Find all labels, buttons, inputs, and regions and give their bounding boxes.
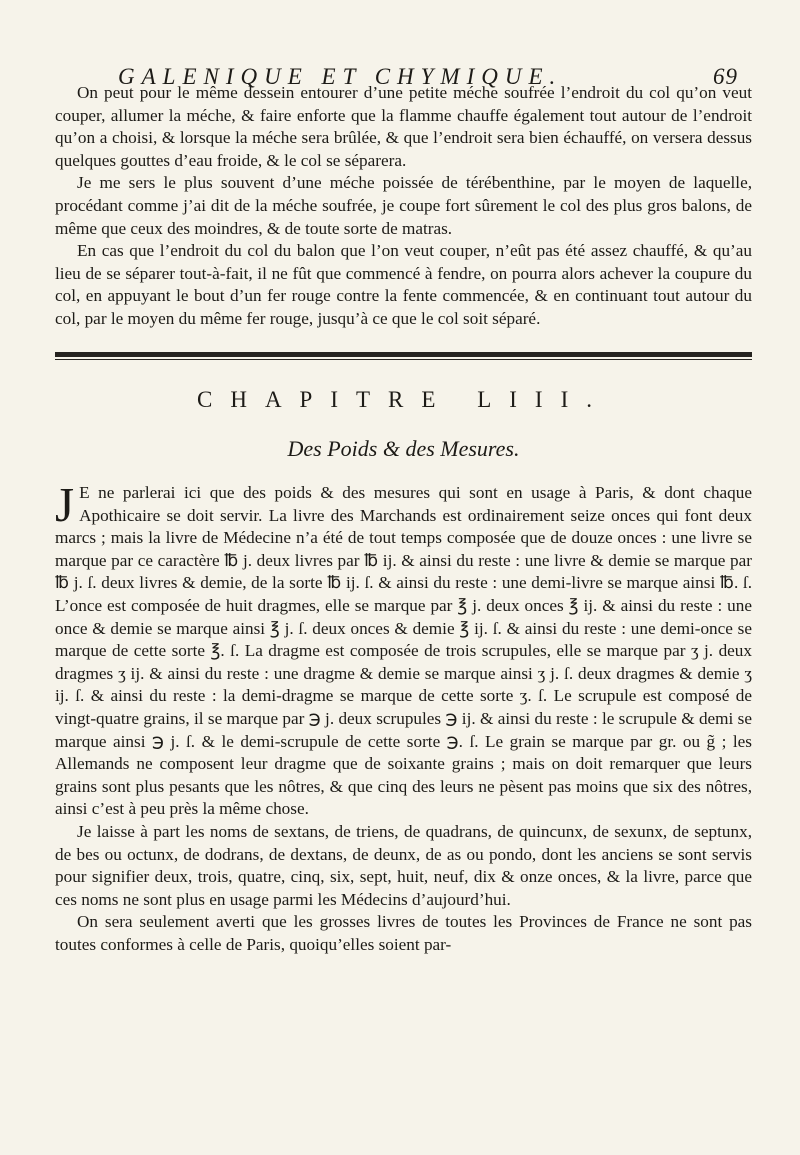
paragraph-weights-intro [55,477,752,821]
chapter-subtitle: Des Poids & des Mesures. [287,436,520,461]
top-text-block [55,82,752,331]
paragraph-wick-turpentine: Je me sers le plus souvent d’une méche poissée de térébenthine, par le moyen de laquelle, procédant comme j’ai dit de la méche soufrée, je coupe fort sûrement le col des plus gros balons, de même que ceux des moindres, & de toute sorte de matras. [55,173,752,238]
running-title: GALENIQUE ET CHYMIQUE. [118,64,563,89]
paragraph-provincial-pounds: On sera seulement averti que les grosses livres de toutes les Provinces de France ne sont pas toutes conformes à celle de Paris, quoiqu’elles soient par- [55,912,752,954]
paragraph-weights-text: E ne parlerai ici que des poids & des mesures qui sont en usage à Paris, & dont chaque Apothicaire se doit servir. La livre des Marchands est ordinairement seize onces qui font deux marcs ; mais la livre de Médecine n’a été de tout temps composée que de douze onces : une livre se marque par ce caractère ℔ j. deux livres par ℔ ij. & ainsi du reste : une livre & demie se marque par ℔ j. ſ. deux livres & demie, de la sorte ℔ ij. ſ. & ainsi du reste : une demi-livre se marque ainsi ℔. ſ. L’once est composée de huit dragmes, elle se marque par ℥ j. deux onces ℥ ij. & ainsi du reste : une once & demie se marque ainsi ℥ j. ſ. deux onces & demie ℥ ij. ſ. & ainsi du reste : une demi-once se marque de cette sorte ℥. ſ. La dragme est composée de trois scrupules, elle se marque par ʒ j. deux dragmes ʒ ij. & ainsi du reste : une dragme & demie se marque ainsi ʒ j. ſ. deux dragmes & demie ʒ ij. ſ. & ainsi du reste : la demi-dragme se marque de cette sorte ʒ. ſ. Le scrupule est composé de vingt-quatre grains, il se marque par ℈ j. deux scrupules ℈ ij. & ainsi du reste : le scrupule & demi se marque ainsi ℈ j. ſ. & le demi-scrupule de cette sorte ℈. ſ. Le grain se marque par gr. ou g̃ ; les Allemands ne composent leur dragme que de soixante grains ; mais on doit remarquer que leurs grains sont plus pesants que les nôtres, & que cinq des leurs ne pèsent pas moins que six des nôtres, ainsi c’est à peu près la même chose. [55,483,752,819]
page-number: 69 [713,64,738,89]
chapter-heading: CHAPITRE LIII. [197,387,610,412]
chapter-divider-rule [55,352,752,357]
chapter-text-block [55,477,752,956]
paragraph-ancient-names: Je laisse à part les noms de sextans, de triens, de quadrans, de quincunx, de sexunx, de septunx, de bes ou octunx, de dodrans, de dextans, de deunx, de as ou pondo, dont les anciens se sont servis pour signifier deux, trois, quatre, cinq, six, sept, huit, neuf, dix & onze onces, & la livre, parce que ces noms ne sont plus en usage parmi les Médecins d’aujourd’hui. [55,821,752,909]
drop-cap-letter: J [55,477,75,532]
paragraph-wick-sulfur: On peut pour le même dessein entourer d’une petite méche soufrée l’endroit du col qu’on veut couper, allumer la méche, & faire enforte que la flamme chauffe également tout autour de l’endroit qu’on a choisi, & lorsque la méche sera brûlée, & que l’endroit sera bien échauffé, on versera dessus quelques gouttes d’eau froide, & le col se séparera. [55,83,752,170]
paragraph-red-iron: En cas que l’endroit du col du balon que l’on veut couper, n’eût pas été assez chauffé, & qu’au lieu de se séparer tout-à-fait, il ne fût que commencé à fendre, on pourra alors achever la coupure du col, en appuyant le bout d’un fer rouge contre la fente commencée, & en continuant tout autour du col, par le moyen du même fer rouge, jusqu’à ce que le col soit séparé. [55,241,752,328]
